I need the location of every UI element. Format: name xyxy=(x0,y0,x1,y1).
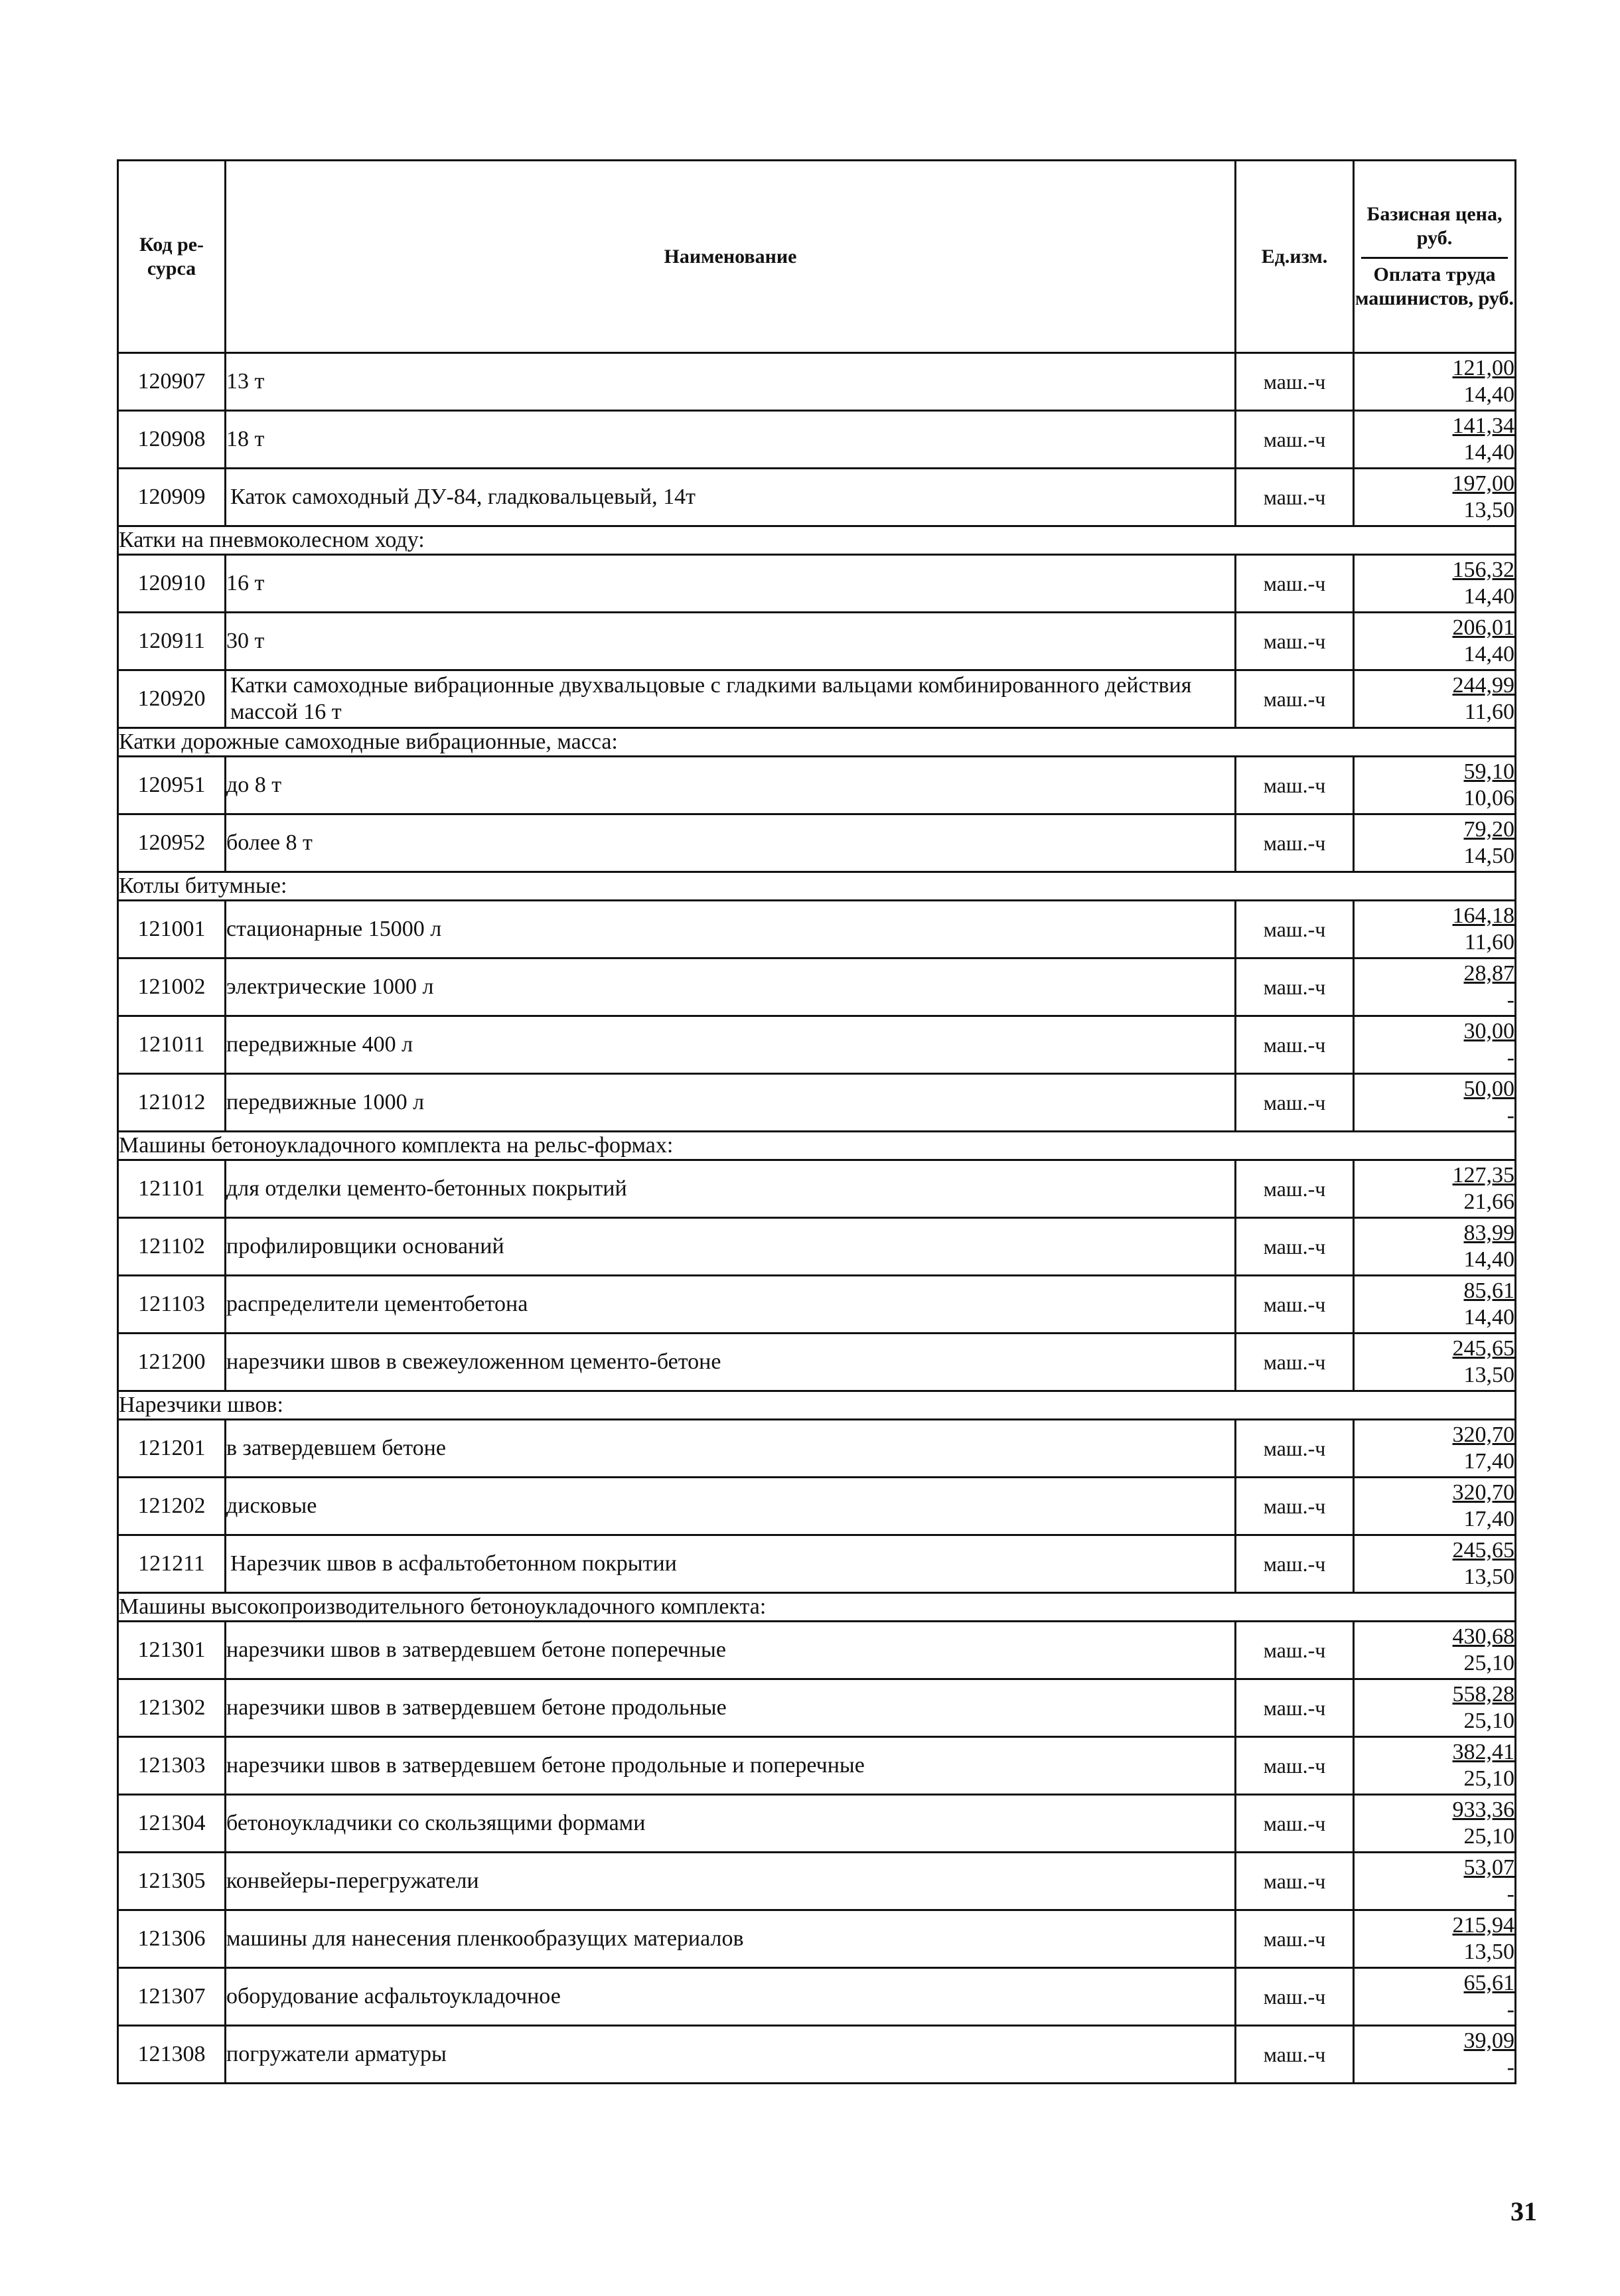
page-number: 31 xyxy=(1510,2196,1537,2226)
labor-cost: 25,10 xyxy=(1463,1651,1514,1675)
resource-name: 13 т xyxy=(226,353,1236,411)
unit: маш.-ч xyxy=(1236,1968,1354,2026)
resource-code: 121001 xyxy=(118,901,226,958)
resource-name: распределители цементобетона xyxy=(226,1276,1236,1334)
table-row xyxy=(118,901,1516,958)
base-price: 558,28 xyxy=(1452,1682,1514,1707)
resource-code: 120908 xyxy=(118,411,226,469)
labor-cost: - xyxy=(1507,1103,1514,1128)
price-cell xyxy=(1354,670,1516,728)
resource-code: 121011 xyxy=(118,1016,226,1074)
labor-cost: 13,50 xyxy=(1463,1940,1514,1964)
unit: маш.-ч xyxy=(1236,1160,1354,1218)
resource-name: нарезчики швов в затвердевшем бетоне продольные xyxy=(226,1679,1236,1737)
resource-name: конвейеры-перегружатели xyxy=(226,1853,1236,1910)
price-cell xyxy=(1354,1622,1516,1679)
resource-code: 121211 xyxy=(118,1535,226,1593)
base-price: 28,87 xyxy=(1463,961,1514,986)
unit: маш.-ч xyxy=(1236,1910,1354,1968)
resource-code: 121305 xyxy=(118,1853,226,1910)
group-title: Котлы битумные: xyxy=(118,872,1516,901)
resource-name: электрические 1000 л xyxy=(226,958,1236,1016)
table-row xyxy=(118,1478,1516,1535)
price-cell xyxy=(1354,1535,1516,1593)
unit: маш.-ч xyxy=(1236,1737,1354,1795)
group-row xyxy=(118,1132,1516,1160)
unit: маш.-ч xyxy=(1236,901,1354,958)
unit: маш.-ч xyxy=(1236,1334,1354,1391)
labor-cost: - xyxy=(1507,1997,1514,2022)
group-title: Машины бетоноукладочного комплекта на рельс-формах: xyxy=(118,1132,1516,1160)
price-cell xyxy=(1354,469,1516,526)
resource-name: передвижные 1000 л xyxy=(226,1074,1236,1132)
resource-code: 121303 xyxy=(118,1737,226,1795)
base-price: 156,32 xyxy=(1452,558,1514,582)
unit: маш.-ч xyxy=(1236,1795,1354,1853)
price-cell xyxy=(1354,958,1516,1016)
price-cell xyxy=(1354,2026,1516,2084)
table-row xyxy=(118,1276,1516,1334)
base-price: 83,99 xyxy=(1463,1221,1514,1245)
resource-code: 120951 xyxy=(118,757,226,814)
resource-name: нарезчики швов в затвердевшем бетоне поперечные xyxy=(226,1622,1236,1679)
resource-code: 121103 xyxy=(118,1276,226,1334)
group-row xyxy=(118,1593,1516,1622)
base-price: 141,34 xyxy=(1452,414,1514,438)
group-row xyxy=(118,1391,1516,1420)
table-row xyxy=(118,1853,1516,1910)
table-row xyxy=(118,1016,1516,1074)
labor-cost: 14,40 xyxy=(1463,382,1514,407)
base-price: 164,18 xyxy=(1452,903,1514,928)
base-price: 30,00 xyxy=(1463,1019,1514,1043)
table-row xyxy=(118,1218,1516,1276)
labor-cost: - xyxy=(1507,1045,1514,1070)
resource-name: для отделки цементо-бетонных покрытий xyxy=(226,1160,1236,1218)
table-row xyxy=(118,757,1516,814)
resource-name: дисковые xyxy=(226,1478,1236,1535)
base-price: 382,41 xyxy=(1452,1740,1514,1764)
resource-name: профилировщики оснований xyxy=(226,1218,1236,1276)
resource-code: 121201 xyxy=(118,1420,226,1478)
unit: маш.-ч xyxy=(1236,958,1354,1016)
resource-code: 121302 xyxy=(118,1679,226,1737)
resource-code: 121012 xyxy=(118,1074,226,1132)
resource-code: 120909 xyxy=(118,469,226,526)
header-price xyxy=(1354,161,1516,353)
table-row xyxy=(118,814,1516,872)
labor-cost: 14,50 xyxy=(1463,844,1514,868)
table-header-row xyxy=(118,161,1516,353)
labor-cost: 14,40 xyxy=(1463,1247,1514,1272)
labor-cost: - xyxy=(1507,2055,1514,2080)
labor-cost: 17,40 xyxy=(1463,1449,1514,1474)
base-price: 245,65 xyxy=(1452,1336,1514,1361)
unit: маш.-ч xyxy=(1236,2026,1354,2084)
table-row xyxy=(118,1968,1516,2026)
resource-code: 120920 xyxy=(118,670,226,728)
labor-cost: 11,60 xyxy=(1464,700,1514,724)
resource-name: до 8 т xyxy=(226,757,1236,814)
labor-cost: 25,10 xyxy=(1463,1824,1514,1849)
price-cell xyxy=(1354,1478,1516,1535)
unit: маш.-ч xyxy=(1236,353,1354,411)
unit: маш.-ч xyxy=(1236,1218,1354,1276)
group-title: Катки дорожные самоходные вибрационные, масса: xyxy=(118,728,1516,757)
price-cell xyxy=(1354,1737,1516,1795)
table-body xyxy=(118,353,1516,2084)
resource-code: 121308 xyxy=(118,2026,226,2084)
resource-code: 121307 xyxy=(118,1968,226,2026)
base-price: 39,09 xyxy=(1463,2028,1514,2053)
base-price: 79,20 xyxy=(1463,817,1514,842)
price-cell xyxy=(1354,613,1516,670)
unit: маш.-ч xyxy=(1236,1276,1354,1334)
table-row xyxy=(118,670,1516,728)
resource-name: Нарезчик швов в асфальтобетонном покрытии xyxy=(226,1535,1236,1593)
price-cell xyxy=(1354,757,1516,814)
price-cell xyxy=(1354,901,1516,958)
unit: маш.-ч xyxy=(1236,757,1354,814)
table-row xyxy=(118,469,1516,526)
labor-cost: 21,66 xyxy=(1463,1189,1514,1214)
resource-name: Катки самоходные вибрационные двухвальцовые с гладкими вальцами комбинированного действия массой 16 т xyxy=(226,670,1236,728)
table-row xyxy=(118,1420,1516,1478)
unit: маш.-ч xyxy=(1236,613,1354,670)
base-price: 933,36 xyxy=(1452,1798,1514,1822)
price-cell xyxy=(1354,1334,1516,1391)
base-price: 197,00 xyxy=(1452,471,1514,496)
resource-code: 121002 xyxy=(118,958,226,1016)
base-price: 320,70 xyxy=(1452,1480,1514,1505)
resource-name: нарезчики швов в затвердевшем бетоне продольные и поперечные xyxy=(226,1737,1236,1795)
table-row xyxy=(118,613,1516,670)
price-cell xyxy=(1354,1968,1516,2026)
price-cell xyxy=(1354,1160,1516,1218)
resource-code: 121306 xyxy=(118,1910,226,1968)
resource-code: 120952 xyxy=(118,814,226,872)
price-cell xyxy=(1354,1910,1516,1968)
base-price: 206,01 xyxy=(1452,615,1514,640)
base-price: 65,61 xyxy=(1463,1971,1514,1995)
labor-cost: 14,40 xyxy=(1463,642,1514,666)
header-price-labor: Оплата труда машинистов, руб. xyxy=(1355,264,1514,309)
table-row xyxy=(118,1910,1516,1968)
resource-code: 121202 xyxy=(118,1478,226,1535)
group-row xyxy=(118,728,1516,757)
unit: маш.-ч xyxy=(1236,1478,1354,1535)
table-row xyxy=(118,1160,1516,1218)
labor-cost: - xyxy=(1507,988,1514,1012)
price-cell xyxy=(1354,1074,1516,1132)
price-cell xyxy=(1354,1795,1516,1853)
price-cell xyxy=(1354,555,1516,613)
table-row xyxy=(118,555,1516,613)
resource-name: в затвердевшем бетоне xyxy=(226,1420,1236,1478)
group-title: Машины высокопроизводительного бетоноукладочного комплекта: xyxy=(118,1593,1516,1622)
base-price: 121,00 xyxy=(1452,356,1514,380)
header-unit: Ед.изм. xyxy=(1236,161,1354,353)
base-price: 244,99 xyxy=(1452,673,1514,698)
resource-code: 120911 xyxy=(118,613,226,670)
price-cell xyxy=(1354,1420,1516,1478)
group-row xyxy=(118,526,1516,555)
table-row xyxy=(118,1535,1516,1593)
base-price: 85,61 xyxy=(1463,1278,1514,1303)
resource-name: стационарные 15000 л xyxy=(226,901,1236,958)
price-cell xyxy=(1354,353,1516,411)
price-cell xyxy=(1354,411,1516,469)
resource-code: 121200 xyxy=(118,1334,226,1391)
group-row xyxy=(118,872,1516,901)
table-row xyxy=(118,2026,1516,2084)
table-row xyxy=(118,411,1516,469)
unit: маш.-ч xyxy=(1236,1535,1354,1593)
price-cell xyxy=(1354,1276,1516,1334)
labor-cost: 17,40 xyxy=(1463,1507,1514,1531)
unit: маш.-ч xyxy=(1236,469,1354,526)
resource-name: Каток самоходный ДУ-84, гладковальцевый, 14т xyxy=(226,469,1236,526)
labor-cost: 13,50 xyxy=(1463,1363,1514,1387)
table-row xyxy=(118,1334,1516,1391)
resource-name: более 8 т xyxy=(226,814,1236,872)
resource-code: 121301 xyxy=(118,1622,226,1679)
resource-name: машины для нанесения пленкообразущих материалов xyxy=(226,1910,1236,1968)
table-row xyxy=(118,1737,1516,1795)
resource-code: 121101 xyxy=(118,1160,226,1218)
base-price: 430,68 xyxy=(1452,1624,1514,1649)
table-row xyxy=(118,1622,1516,1679)
resource-code: 120910 xyxy=(118,555,226,613)
labor-cost: - xyxy=(1507,1882,1514,1906)
resource-name: 16 т xyxy=(226,555,1236,613)
labor-cost: 13,50 xyxy=(1463,1565,1514,1589)
unit: маш.-ч xyxy=(1236,1622,1354,1679)
resource-code: 121304 xyxy=(118,1795,226,1853)
resource-name: оборудование асфальтоукладочное xyxy=(226,1968,1236,2026)
header-name: Наименование xyxy=(226,161,1236,353)
resource-name: 30 т xyxy=(226,613,1236,670)
table-row xyxy=(118,353,1516,411)
labor-cost: 14,40 xyxy=(1463,440,1514,465)
resource-name: бетоноукладчики со скользящими формами xyxy=(226,1795,1236,1853)
unit: маш.-ч xyxy=(1236,670,1354,728)
unit: маш.-ч xyxy=(1236,1853,1354,1910)
table-row xyxy=(118,1679,1516,1737)
base-price: 320,70 xyxy=(1452,1422,1514,1447)
header-price-base: Базисная цена, руб. xyxy=(1361,202,1508,259)
unit: маш.-ч xyxy=(1236,411,1354,469)
base-price: 127,35 xyxy=(1452,1163,1514,1187)
labor-cost: 25,10 xyxy=(1463,1709,1514,1733)
labor-cost: 11,60 xyxy=(1464,930,1514,955)
base-price: 50,00 xyxy=(1463,1077,1514,1101)
table-row xyxy=(118,1074,1516,1132)
unit: маш.-ч xyxy=(1236,1420,1354,1478)
price-cell xyxy=(1354,1016,1516,1074)
group-title: Катки на пневмоколесном ходу: xyxy=(118,526,1516,555)
labor-cost: 13,50 xyxy=(1463,498,1514,522)
price-cell xyxy=(1354,1218,1516,1276)
resource-name: погружатели арматуры xyxy=(226,2026,1236,2084)
group-title: Нарезчики швов: xyxy=(118,1391,1516,1420)
base-price: 245,65 xyxy=(1452,1538,1514,1563)
unit: маш.-ч xyxy=(1236,1016,1354,1074)
table-row xyxy=(118,1795,1516,1853)
price-table xyxy=(117,159,1516,2084)
labor-cost: 14,40 xyxy=(1463,1305,1514,1330)
unit: маш.-ч xyxy=(1236,555,1354,613)
table-row xyxy=(118,958,1516,1016)
labor-cost: 25,10 xyxy=(1463,1766,1514,1791)
price-cell xyxy=(1354,814,1516,872)
unit: маш.-ч xyxy=(1236,1074,1354,1132)
unit: маш.-ч xyxy=(1236,814,1354,872)
labor-cost: 10,06 xyxy=(1463,786,1514,810)
resource-name: передвижные 400 л xyxy=(226,1016,1236,1074)
price-cell xyxy=(1354,1679,1516,1737)
labor-cost: 14,40 xyxy=(1463,584,1514,609)
unit: маш.-ч xyxy=(1236,1679,1354,1737)
base-price: 215,94 xyxy=(1452,1913,1514,1938)
resource-name: нарезчики швов в свежеуложенном цементо-бетоне xyxy=(226,1334,1236,1391)
resource-code: 121102 xyxy=(118,1218,226,1276)
resource-name: 18 т xyxy=(226,411,1236,469)
base-price: 59,10 xyxy=(1463,759,1514,784)
price-cell xyxy=(1354,1853,1516,1910)
base-price: 53,07 xyxy=(1463,1855,1514,1880)
header-code: Код ре-сурса xyxy=(118,161,226,353)
resource-code: 120907 xyxy=(118,353,226,411)
